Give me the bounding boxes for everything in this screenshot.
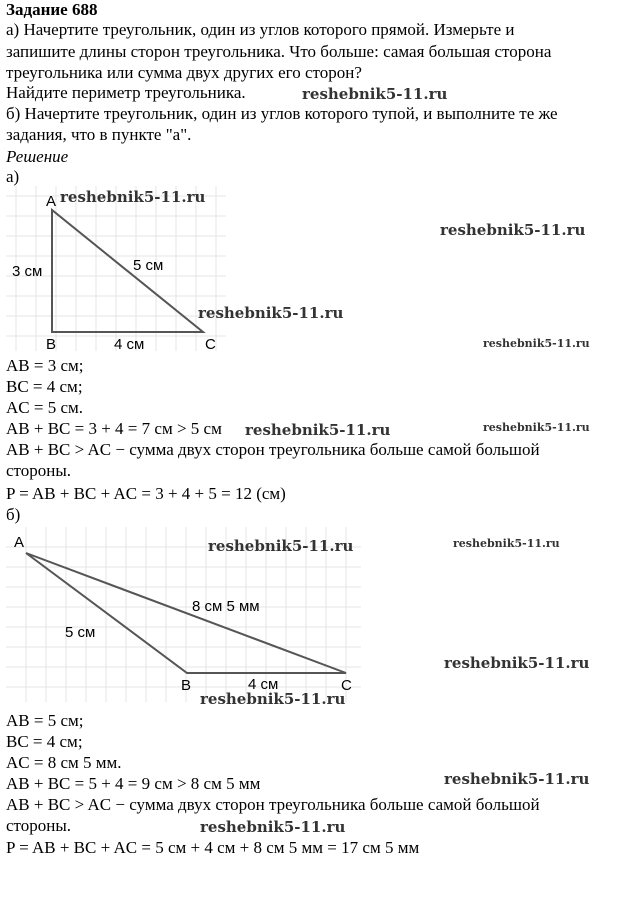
- side-ab-label: 5 см: [65, 624, 96, 641]
- vertex-a-label: A: [14, 534, 25, 551]
- watermark: reshebnik5-11.ru: [200, 690, 346, 708]
- watermark: reshebnik5-11.ru: [444, 770, 590, 788]
- part-b-line-4: AB + BC = 5 + 4 = 9 см > 8 см 5 мм: [6, 774, 261, 793]
- task-line-5: б) Начертите треугольник, один из углов которого тупой, и выполните те же: [6, 104, 558, 123]
- task-line-1: а) Начертите треугольник, один из углов которого прямой. Измерьте и: [6, 20, 515, 39]
- watermark: reshebnik5-11.ru: [198, 304, 344, 322]
- figure-right-triangle: [6, 186, 231, 356]
- part-a-line-7: P = AB + BC + AC = 3 + 4 + 5 = 12 (см): [6, 484, 286, 503]
- part-b-line-6: стороны.: [6, 816, 72, 835]
- watermark: reshebnik5-11.ru: [208, 537, 354, 555]
- part-a-line-2: BC = 4 см;: [6, 377, 83, 396]
- side-bc-label: 4 см: [114, 336, 145, 353]
- part-b-line-2: BC = 4 см;: [6, 732, 83, 751]
- side-ac-label: 5 см: [133, 257, 164, 274]
- solution-label: Решение: [6, 147, 69, 166]
- watermark: reshebnik5-11.ru: [440, 221, 586, 239]
- triangle-abc: [52, 210, 203, 332]
- vertex-b-label: B: [46, 336, 57, 353]
- watermark: reshebnik5-11.ru: [444, 654, 590, 672]
- task-line-2: запишите длины сторон треугольника. Что больше: самая большая сторона: [6, 42, 552, 61]
- side-ab-label: 3 см: [12, 263, 43, 280]
- part-b-line-1: AB = 5 см;: [6, 711, 84, 730]
- part-a-line-6: стороны.: [6, 461, 72, 480]
- part-a-line-4: AB + BC = 3 + 4 = 7 см > 5 см: [6, 419, 222, 438]
- watermark: reshebnik5-11.ru: [60, 188, 206, 206]
- task-line-3: треугольника или сумма двух других его сторон?: [6, 63, 362, 82]
- watermark: reshebnik5-11.ru: [453, 537, 560, 550]
- vertex-c-label: C: [205, 336, 216, 353]
- task-title: Задание 688: [6, 0, 98, 19]
- vertex-a-label: A: [46, 193, 57, 210]
- watermark: reshebnik5-11.ru: [245, 421, 391, 439]
- task-line-4: Найдите периметр треугольника.: [6, 83, 246, 102]
- part-a-line-5: AB + BC > AC − сумма двух сторон треугольника больше самой большой: [6, 440, 540, 459]
- part-b-line-3: AC = 8 см 5 мм.: [6, 753, 122, 772]
- task-line-6: задания, что в пункте "а".: [6, 125, 192, 144]
- side-ac-label: 8 см 5 мм: [192, 598, 260, 615]
- part-a-label: а): [6, 167, 20, 186]
- part-b-line-7: P = AB + BC + AC = 5 см + 4 см + 8 см 5 мм = 17 см 5 мм: [6, 838, 420, 857]
- part-a-line-3: AC = 5 см.: [6, 398, 84, 417]
- watermark: reshebnik5-11.ru: [302, 85, 448, 103]
- part-b-label: б): [6, 505, 21, 524]
- watermark: reshebnik5-11.ru: [483, 421, 590, 434]
- part-b-line-5: AB + BC > AC − сумма двух сторон треугольника больше самой большой: [6, 795, 540, 814]
- vertex-c-label: C: [341, 677, 352, 694]
- vertex-b-label: B: [181, 677, 192, 694]
- watermark: reshebnik5-11.ru: [483, 337, 590, 350]
- watermark: reshebnik5-11.ru: [200, 818, 346, 836]
- part-a-line-1: AB = 3 см;: [6, 356, 84, 375]
- side-bc-label: 4 см: [248, 676, 279, 693]
